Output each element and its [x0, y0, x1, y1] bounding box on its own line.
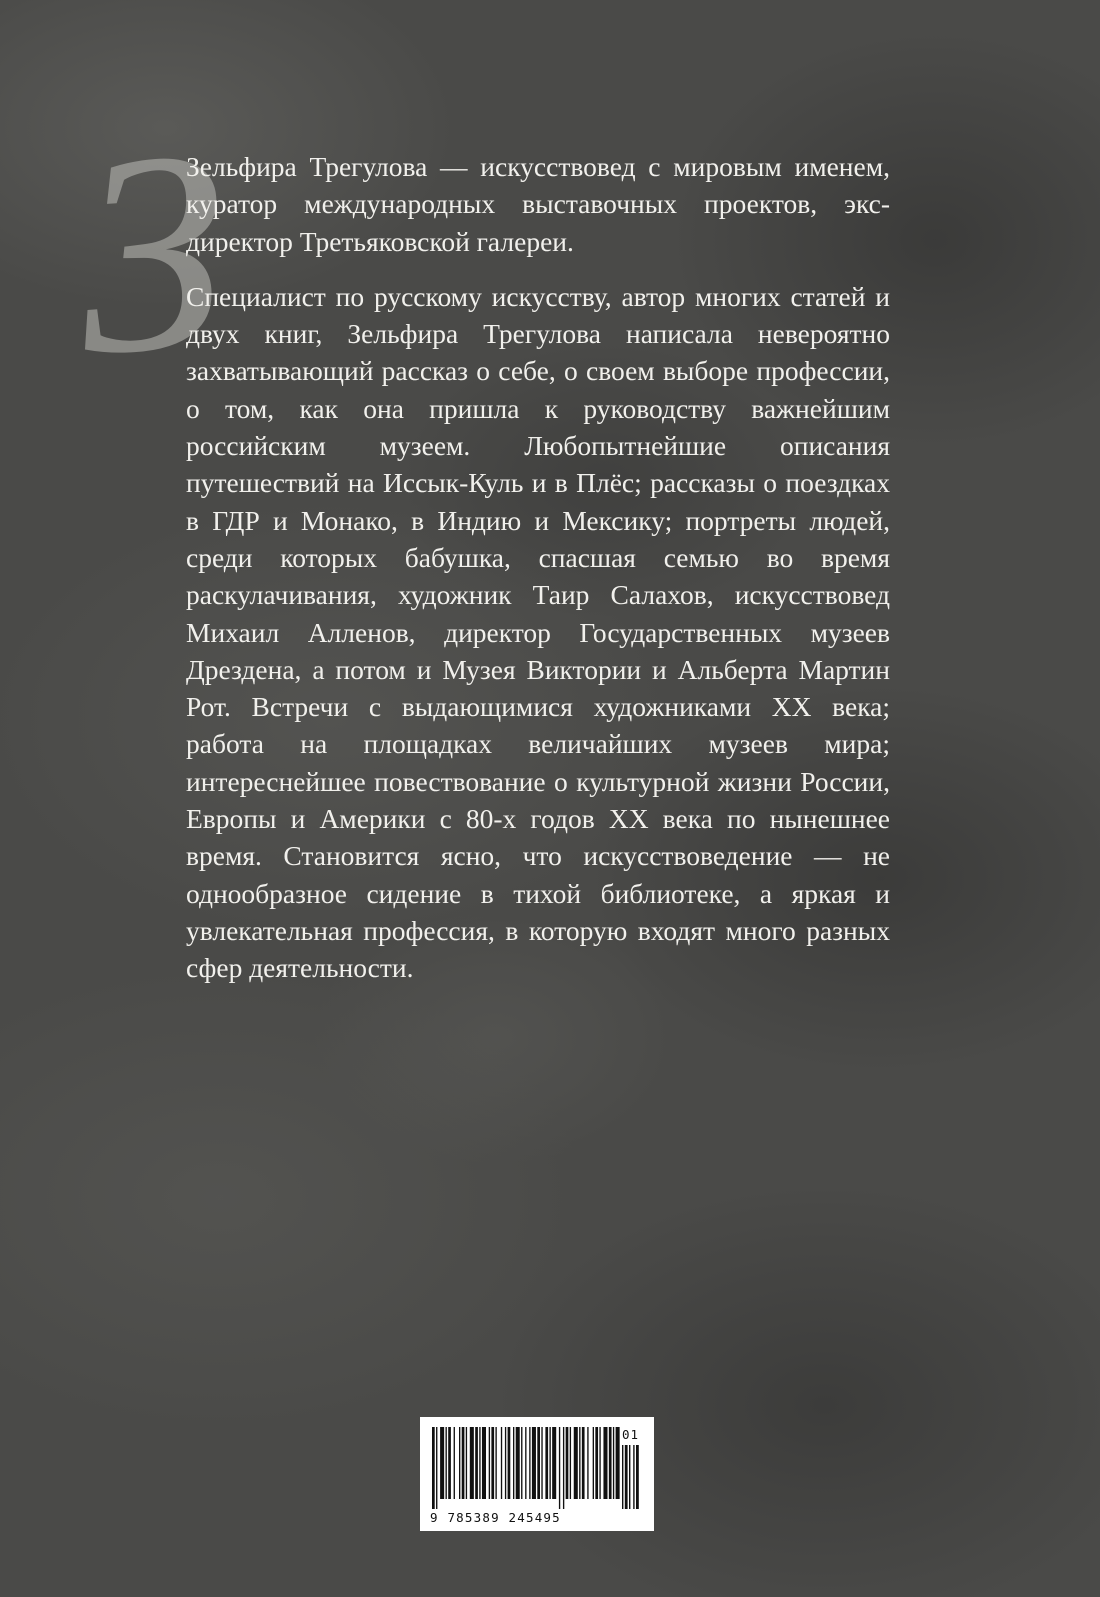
decorative-initial-letter: З	[66, 89, 238, 415]
barcode-bar	[521, 1427, 522, 1499]
barcode-bar	[505, 1427, 506, 1499]
barcode-bar	[516, 1427, 520, 1499]
barcode-bar	[593, 1427, 594, 1499]
annotation-paragraph-2: Специалист по русскому искусству, автор многих статей и двух книг, Зельфира Трегулова написала невероятно захватывающий рассказ о себе, о своем выборе профессии, о том, как она пришла к руководству важнейшим российским музеем. Любопытнейшие описания путешествий на Иссык-Куль и в Плёс; рассказы о поездках в ГДР и Монако, в Индию и Мексику; портреты людей, среди которых бабушка, спасшая семью во время раскулачивания, художник Таир Салахов, искусствовед Михаил Алленов, директор Государственных музеев Дрездена, а потом и Музея Виктории и Альберта Мартин Рот. Встречи с выдающимися художниками XX века; работа на площадках величайших музеев мира; интереснейшее повествование о культурной жизни России, Европы и Америки с 80-х годов XX века по нынешнее время. Становится ясно, что искусствоведение — не однообразное сидение в тихой библиотеке, а яркая и увлекательная профессия, в которую входят много разных сфер деятельности.	[186, 280, 890, 984]
barcode-bar	[595, 1427, 598, 1499]
barcode-bar	[613, 1427, 614, 1499]
barcode-addon-bar	[622, 1445, 623, 1509]
barcode-bar	[570, 1427, 571, 1499]
barcode-bar	[495, 1427, 496, 1499]
barcode-bar	[529, 1427, 530, 1499]
barcode-bar	[579, 1427, 580, 1499]
barcode-bar	[466, 1427, 467, 1499]
barcode-bar	[446, 1427, 447, 1499]
barcode-bar	[549, 1427, 550, 1499]
barcode-bar	[525, 1427, 526, 1499]
book-annotation	[186, 148, 890, 987]
barcode-bar	[454, 1427, 455, 1499]
isbn-number: 9 785389 245495	[430, 1510, 561, 1525]
annotation-paragraph-1: Зельфира Трегулова — искусствовед с мировым именем, куратор международных выставочных проектов, экс-директор Третьяковской галереи.	[186, 151, 890, 257]
barcode-bar	[448, 1427, 451, 1499]
barcode-bar	[513, 1427, 514, 1499]
barcode-addon-number: 01	[622, 1427, 640, 1442]
isbn-barcode	[420, 1417, 654, 1531]
barcode-bar	[459, 1427, 460, 1499]
barcode-bar	[491, 1427, 494, 1499]
barcode-bar	[440, 1427, 444, 1499]
barcode-bar	[470, 1427, 474, 1499]
barcode-bar	[545, 1427, 548, 1499]
barcode-bar	[501, 1427, 502, 1499]
barcode-bars	[430, 1427, 644, 1509]
barcode-bar	[574, 1427, 578, 1499]
barcode-bar	[436, 1427, 437, 1509]
barcode-addon-bar	[636, 1445, 639, 1509]
barcode-bar	[566, 1427, 569, 1499]
barcode-bar	[599, 1427, 600, 1499]
barcode-addon-bar	[633, 1445, 634, 1509]
barcode-addon-bar	[625, 1445, 628, 1509]
barcode-bar	[609, 1427, 612, 1499]
barcode-bar	[508, 1427, 511, 1499]
barcode-bar	[587, 1427, 588, 1499]
barcode-addon-bar	[629, 1445, 630, 1509]
barcode-bar	[563, 1427, 564, 1509]
barcode-bar	[537, 1427, 540, 1499]
barcode-bar	[616, 1427, 620, 1499]
barcode-bar	[532, 1427, 536, 1499]
barcode-bar	[552, 1427, 556, 1499]
barcode-bar	[603, 1427, 607, 1499]
barcode-bar	[489, 1427, 490, 1499]
barcode-bar	[432, 1427, 435, 1509]
barcode-bar	[482, 1427, 486, 1499]
barcode-bar	[475, 1427, 478, 1499]
barcode-bar	[462, 1427, 465, 1499]
barcode-bar	[541, 1427, 542, 1499]
barcode-bar	[479, 1427, 480, 1499]
barcode-bar	[582, 1427, 585, 1499]
barcode-bar	[559, 1427, 560, 1509]
